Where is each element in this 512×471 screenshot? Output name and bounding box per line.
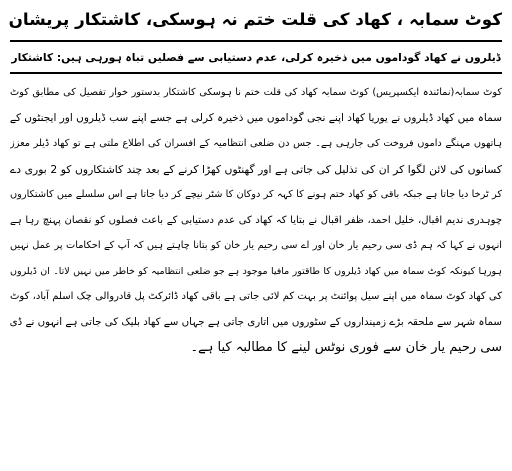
headline: کوٹ سمابہ ، کھاد کی قلت ختم نہ ہوسکی، کاشتکار پریشان (8, 9, 502, 29)
body-line: کی کھاد کوٹ سماہ میں اپنے سیل پوائنٹ پر بہت کم لائی جاتی ہے باقی کھاد ڈائرکٹ پل قادروالی چک اسلم آباد، کوٹ (10, 291, 502, 302)
body-line: چوہدری ندیم اقبال، خلیل احمد، ظفر اقبال نے بتایا کہ کھاد کی عدم دستیابی کے باعث فصلوں کو نقصان پہنچ رہا ہے (10, 214, 502, 226)
article-body (10, 80, 502, 361)
body-line: کر ٹرخا دیا جاتا ہے جبکہ باقی کو کھاد ختم ہونے کا کہہ کر دوکان کا شٹر نیچے کر دیا جاتا ہے اس سلسلے میں کاشتکاروں (10, 189, 502, 200)
body-line: سماہ میں کھاد ڈیلروں نے یوریا کھاد اپنے نجی گوداموں میں ذخیرہ کرلی ہے جسے اپنے سب ڈیلروں اور ایجنٹوں کے (10, 111, 502, 124)
body-line: کسانوں کی لائن لگوا کر ان کی تذلیل کی جاتی ہے اور گھنٹوں کھڑا کرنے کے بعد چند کاشتکاروں کو 2 بوری دے (10, 162, 502, 176)
body-line: سی رحیم یار خان سے فوری نوٹس لینے کا مطالبہ کیا ہے۔ (190, 340, 502, 355)
body-line: ہاتھوں مہنگے داموں فروخت کی جارہی ہے۔ جس دن ضلعی انتظامیہ کے افسران کی اطلاع ملتی ہے تو کھاد ڈیلر معزز (10, 138, 502, 149)
subheadline: ڈیلروں نے کھاد گوداموں میں ذخیرہ کرلی، عدم دستیابی سے فصلیں تباہ ہورہی ہیں: کاشتکار (10, 40, 502, 74)
body-line: ہورہا کیونکہ کوٹ سماہ میں کھاد ڈیلروں کا طاقتور مافیا موجود ہے جو ضلعی انتظامیہ کو خاطر میں نہیں لاتا۔ ان ڈیلروں (10, 265, 502, 277)
body-line: انہوں نے کہا کہ ہم ڈی سی رحیم یار خان اور اے سی رحیم یار خان کو بتانا چاہتے ہیں کہ آپ کے احکامات پر عمل نہیں (10, 240, 502, 251)
body-line: سماہ شہر سے ملحقہ بڑے زمینداروں کے سٹوروں میں اتاری جاتی ہے جہاں سے کھاد بلیک کی جاتی ہے انہوں نے ڈی (10, 315, 502, 328)
body-line: کوٹ سمابہ(نمائندہ ایکسپریس) کوٹ سمابہ کھاد کی قلت ختم نا ہوسکی کاشتکار بدستور خوار تفصیل کی مطابق کوٹ (10, 87, 502, 98)
